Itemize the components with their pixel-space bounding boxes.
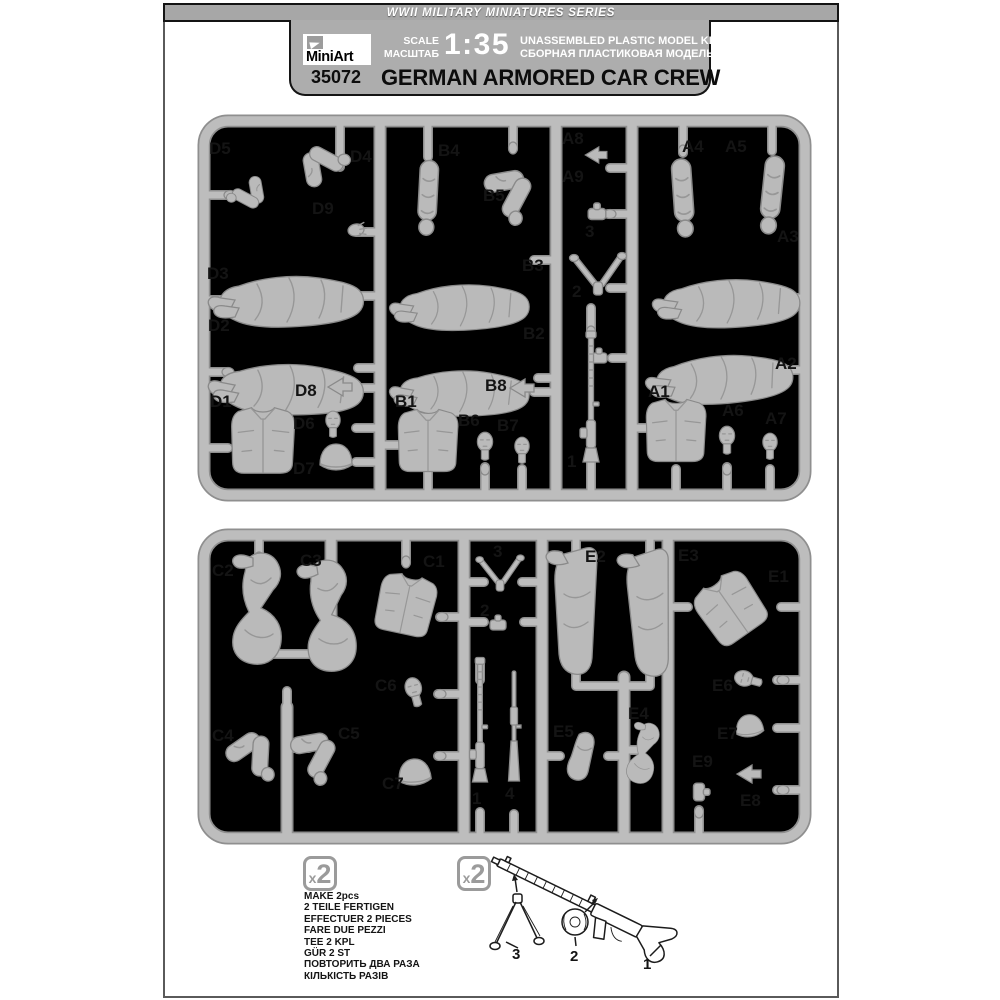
part-label-E1: E1 <box>768 567 789 586</box>
instruction-line: ПОВТОРИТЬ ДВА РАЗА <box>304 959 420 971</box>
scale-label-en: SCALE <box>403 35 439 47</box>
gun-part-label-3: 3 <box>512 946 521 963</box>
part-label-C6: C6 <box>375 676 397 695</box>
instruction-line: MAKE 2pcs <box>304 891 360 902</box>
part-label-E8: E8 <box>740 791 761 810</box>
instruction-line: TEE 2 KPL <box>304 936 355 948</box>
product-code: 35072 <box>310 67 362 87</box>
kit-type-en: UNASSEMBLED PLASTIC MODEL KIT <box>520 35 719 47</box>
part-label-C4: C4 <box>212 726 234 745</box>
part-label-E5: E5 <box>553 722 574 741</box>
part-label-B5: B5 <box>483 186 505 205</box>
part-label-3: 3 <box>493 542 503 561</box>
mg34-assembly-diagram <box>480 850 800 995</box>
part-label-B4: B4 <box>438 141 460 160</box>
series-title: WWII MILITARY MINIATURES SERIES <box>386 6 616 19</box>
instruction-line: 2 TEILE FERTIGEN <box>304 902 395 914</box>
miniart-logo-icon <box>307 36 323 49</box>
make-2-instructions <box>304 891 420 982</box>
part-shape-D1 <box>232 408 295 474</box>
part-label-A1: A1 <box>648 382 670 401</box>
scale-label-ru: МАСШТАБ <box>383 48 439 60</box>
part-label-D6: D6 <box>293 414 315 433</box>
part-label-E2: E2 <box>585 547 606 566</box>
part-label-D2: D2 <box>208 316 230 335</box>
sprue-diagram-bottom <box>193 522 813 847</box>
part-label-C2: C2 <box>212 561 234 580</box>
part-shape-A1 <box>646 399 706 461</box>
part-label-A6: A6 <box>722 401 744 420</box>
scale-label <box>373 35 439 61</box>
part-label-E7: E7 <box>717 724 738 743</box>
part-label-D9: D9 <box>312 199 334 218</box>
kit-header-box <box>289 20 721 96</box>
instruction-line: EFFECTUER 2 PIECES <box>304 913 412 925</box>
part-label-E9: E9 <box>692 752 713 771</box>
part-label-A4: A4 <box>682 137 704 156</box>
part-label-D5: D5 <box>209 139 231 158</box>
gun-assembly-badge: x2 <box>457 856 491 891</box>
instruction-sheet <box>163 3 839 998</box>
part-label-A3: A3 <box>777 227 799 246</box>
mg34-drawing <box>480 850 800 995</box>
brand-name: MiniArt <box>306 49 354 65</box>
part-label-C7: C7 <box>382 774 404 793</box>
miniart-logo <box>303 34 371 65</box>
part-label-B2: B2 <box>523 324 545 343</box>
part-label-2: 2 <box>480 601 490 620</box>
part-label-E4: E4 <box>628 704 649 723</box>
part-label-B7: B7 <box>497 416 519 435</box>
part-label-E6: E6 <box>712 676 733 695</box>
sprue-frame-top <box>193 110 813 505</box>
scale-value: 1:35 <box>444 28 511 61</box>
part-label-E3: E3 <box>678 546 699 565</box>
part-label-1: 1 <box>567 452 577 471</box>
instruction-line: КІЛЬКІСТЬ РАЗІВ <box>304 970 389 982</box>
instruction-line: FARE DUE PEZZI <box>304 925 386 937</box>
part-label-B3: B3 <box>522 256 544 275</box>
part-label-D3: D3 <box>207 264 229 283</box>
instruction-line: GÜR 2 ST <box>304 948 351 960</box>
part-label-1: 1 <box>472 789 482 808</box>
part-label-A8: A8 <box>562 129 584 148</box>
part-label-C3: C3 <box>300 551 322 570</box>
part-label-D4: D4 <box>350 147 372 166</box>
part-label-D7: D7 <box>293 459 315 478</box>
part-label-4: 4 <box>505 784 515 803</box>
part-label-B1: B1 <box>395 392 417 411</box>
part-label-2: 2 <box>572 282 582 301</box>
part-label-A2: A2 <box>775 354 797 373</box>
gun-part-label-1: 1 <box>643 956 652 973</box>
part-label-3: 3 <box>585 222 595 241</box>
part-label-B8: B8 <box>485 376 507 395</box>
part-label-D8: D8 <box>295 381 317 400</box>
gun-part-label-2: 2 <box>570 948 579 965</box>
part-label-B6: B6 <box>458 411 480 430</box>
part-label-A9: A9 <box>562 167 584 186</box>
product-title: GERMAN ARMORED CAR CREW <box>381 65 721 90</box>
part-label-D1: D1 <box>210 392 232 411</box>
part-label-A5: A5 <box>725 137 747 156</box>
sprue-diagram-top <box>193 110 813 505</box>
part-label-C5: C5 <box>338 724 360 743</box>
kit-type <box>520 35 718 61</box>
make-2-badge: x2 <box>303 856 337 891</box>
part-shape-B1 <box>398 409 458 471</box>
kit-type-ru: СБОРНАЯ ПЛАСТИКОВАЯ МОДЕЛЬ <box>520 48 715 60</box>
part-label-A7: A7 <box>765 409 787 428</box>
part-label-C1: C1 <box>423 552 445 571</box>
